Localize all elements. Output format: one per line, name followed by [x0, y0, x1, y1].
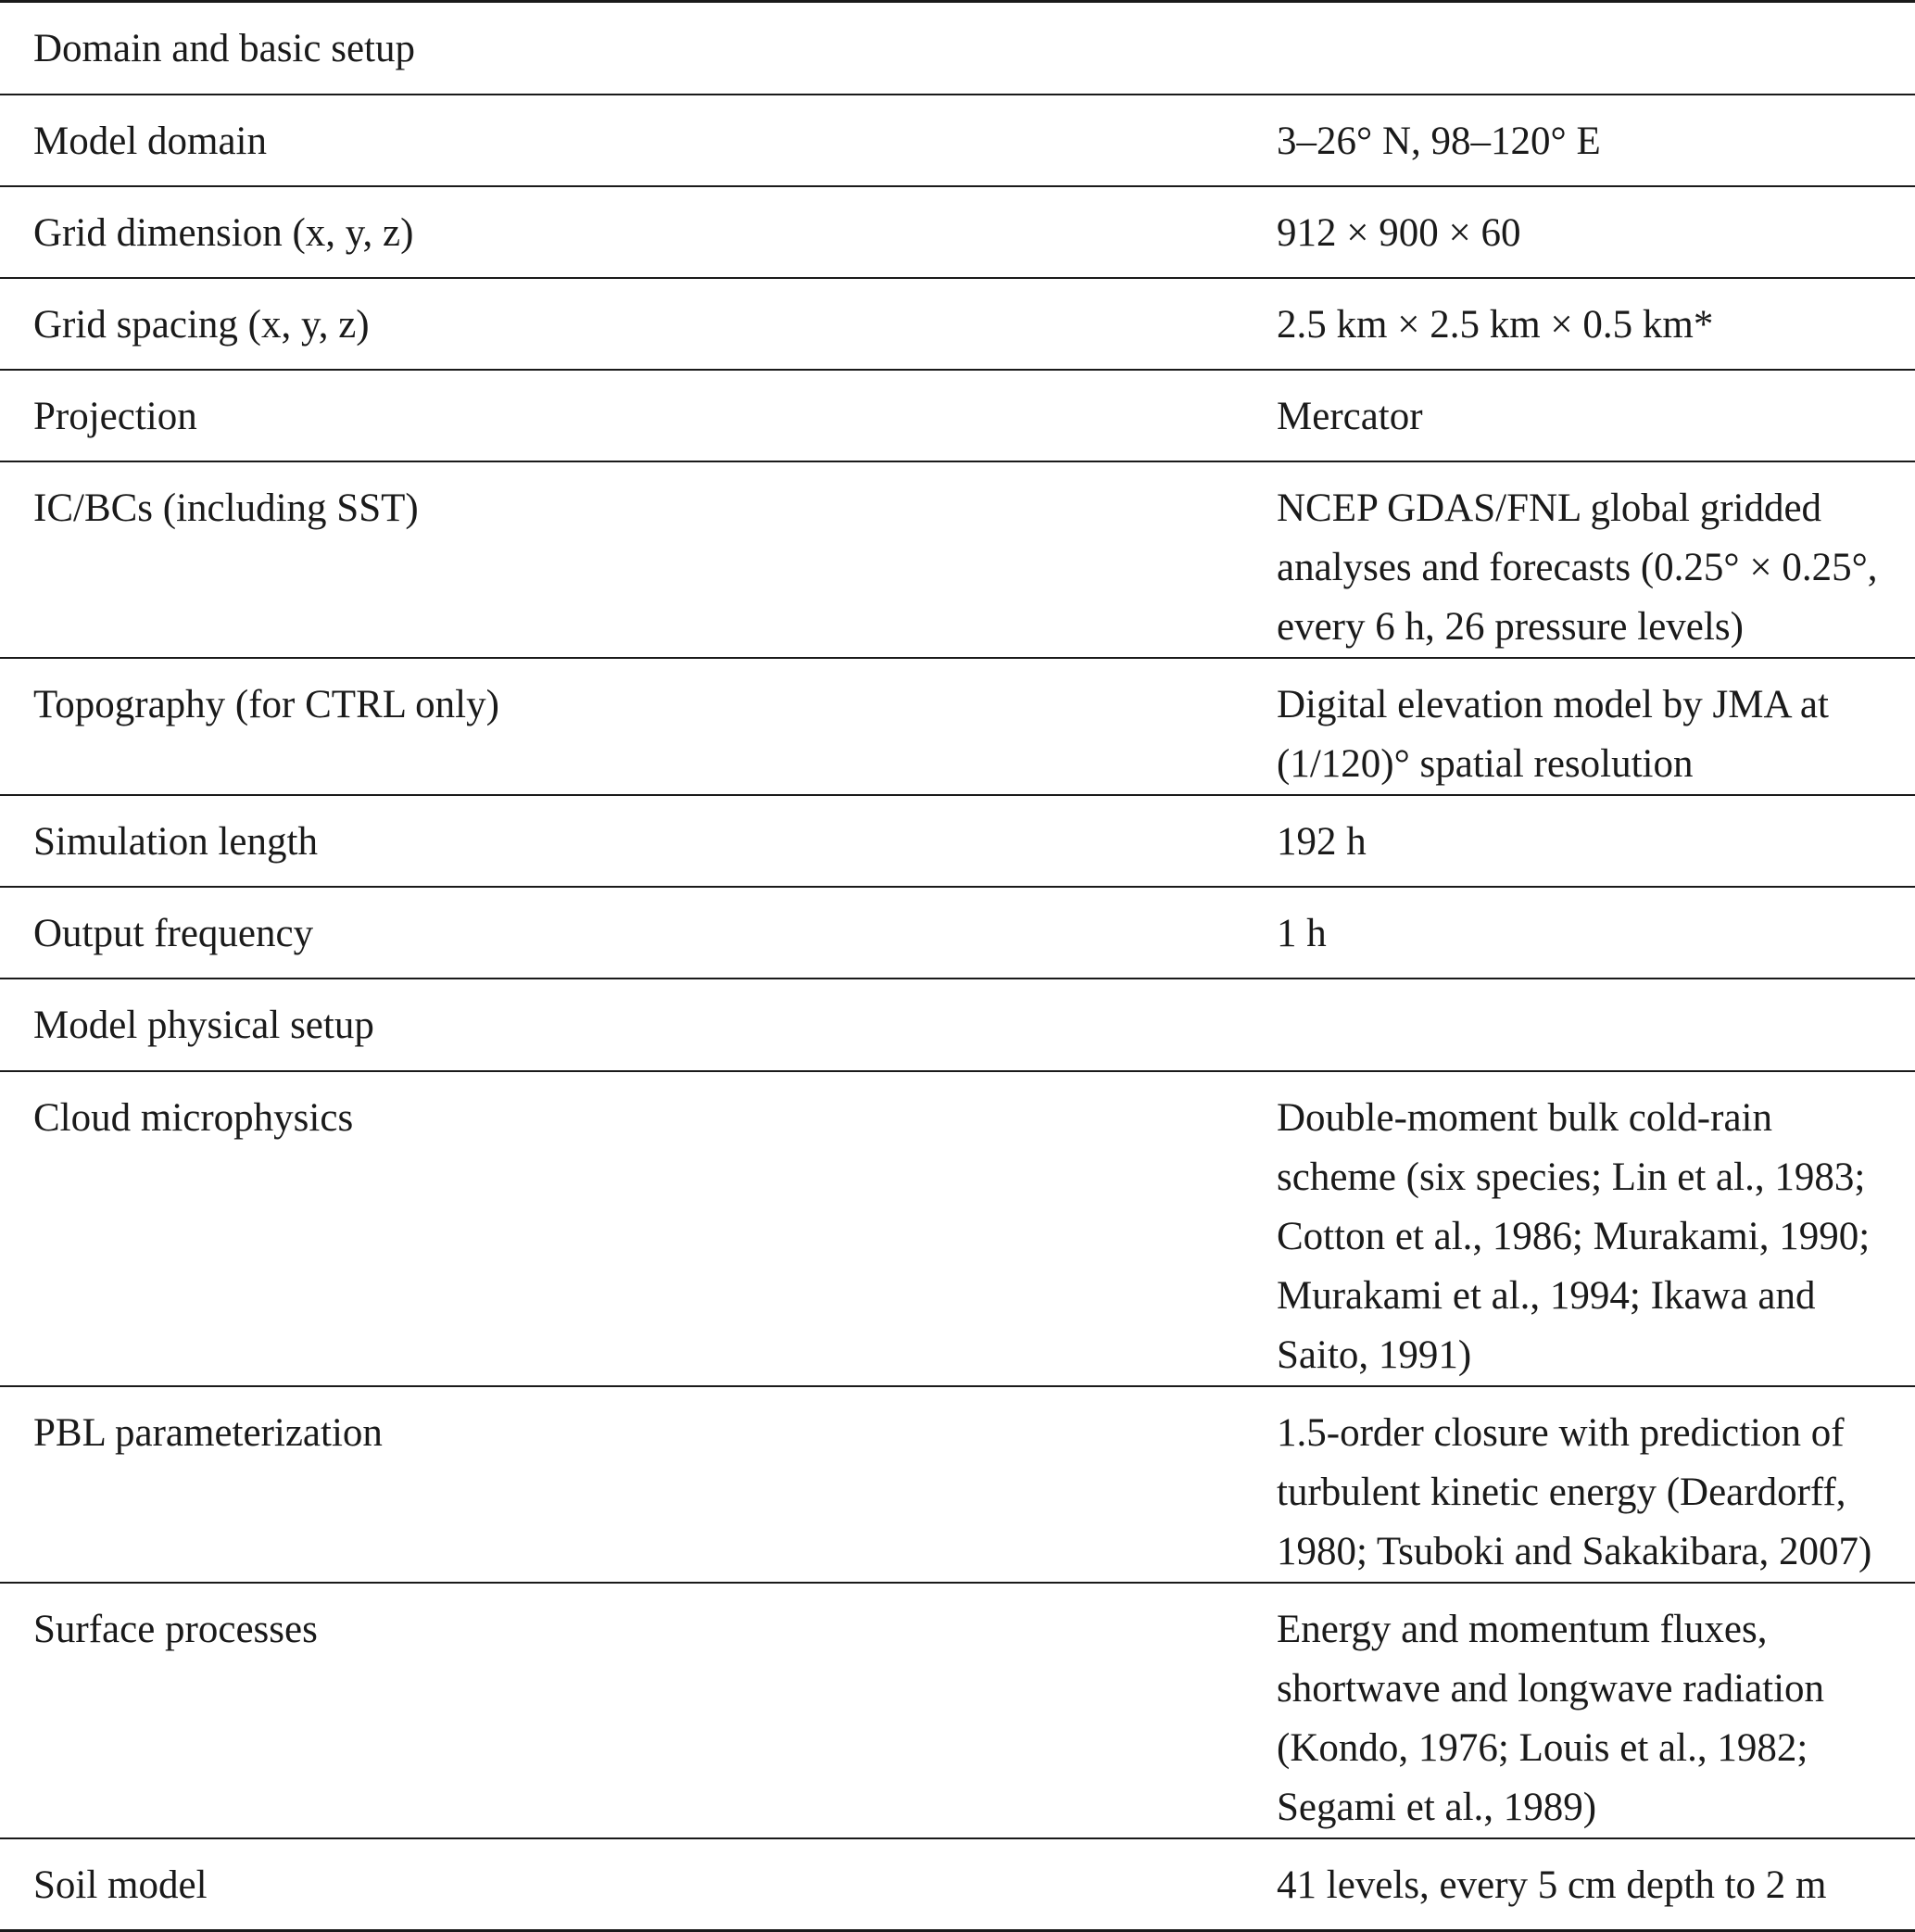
row-label: Simulation length [0, 795, 1277, 887]
row-label: Model domain [0, 95, 1277, 186]
table-row [0, 1386, 1915, 1583]
table-row [0, 278, 1915, 370]
row-label: Topography (for CTRL only) [0, 658, 1277, 795]
row-label: Output frequency [0, 887, 1277, 979]
row-value: 2.5 km × 2.5 km × 0.5 km* [1277, 278, 1915, 370]
table-row [0, 186, 1915, 278]
row-label: Cloud microphysics [0, 1071, 1277, 1386]
row-label: Projection [0, 370, 1277, 461]
table-row [0, 95, 1915, 186]
table-row [0, 887, 1915, 979]
row-value: NCEP GDAS/FNL global gridded analyses and forecasts (0.25° × 0.25°, every 6 h, 26 pressure levels) [1277, 461, 1915, 658]
row-value: Digital elevation model by JMA at (1/120)° spatial resolution [1277, 658, 1915, 795]
row-value: 41 levels, every 5 cm depth to 2 m [1277, 1838, 1915, 1930]
table-row [0, 1583, 1915, 1838]
row-value: 912 × 900 × 60 [1277, 186, 1915, 278]
section-heading-row [0, 979, 1915, 1071]
row-value: 192 h [1277, 795, 1915, 887]
row-value: Mercator [1277, 370, 1915, 461]
row-label: IC/BCs (including SST) [0, 461, 1277, 658]
row-label: Grid spacing (x, y, z) [0, 278, 1277, 370]
table-row [0, 370, 1915, 461]
row-label: Soil model [0, 1838, 1277, 1930]
row-label: Grid dimension (x, y, z) [0, 186, 1277, 278]
table-row [0, 658, 1915, 795]
row-value: 1.5-order closure with prediction of turbulent kinetic energy (Deardorff, 1980; Tsuboki and Sakakibara, 2007) [1277, 1386, 1915, 1583]
row-value: 1 h [1277, 887, 1915, 979]
section-heading: Domain and basic setup [0, 2, 1915, 95]
table-row [0, 1071, 1915, 1386]
section-heading-row [0, 2, 1915, 95]
row-value: 3–26° N, 98–120° E [1277, 95, 1915, 186]
row-value: Double-moment bulk cold-rain scheme (six species; Lin et al., 1983; Cotton et al., 1986; Murakami, 1990; Murakami et al., 1994; Ikawa and Saito, 1991) [1277, 1071, 1915, 1386]
row-label: PBL parameterization [0, 1386, 1277, 1583]
section-heading: Model physical setup [0, 979, 1915, 1071]
table-row [0, 1838, 1915, 1930]
row-label: Surface processes [0, 1583, 1277, 1838]
row-value: Energy and momentum fluxes, shortwave and longwave radiation (Kondo, 1976; Louis et al., 1982; Segami et al., 1989) [1277, 1583, 1915, 1838]
table-row [0, 461, 1915, 658]
table-row [0, 795, 1915, 887]
